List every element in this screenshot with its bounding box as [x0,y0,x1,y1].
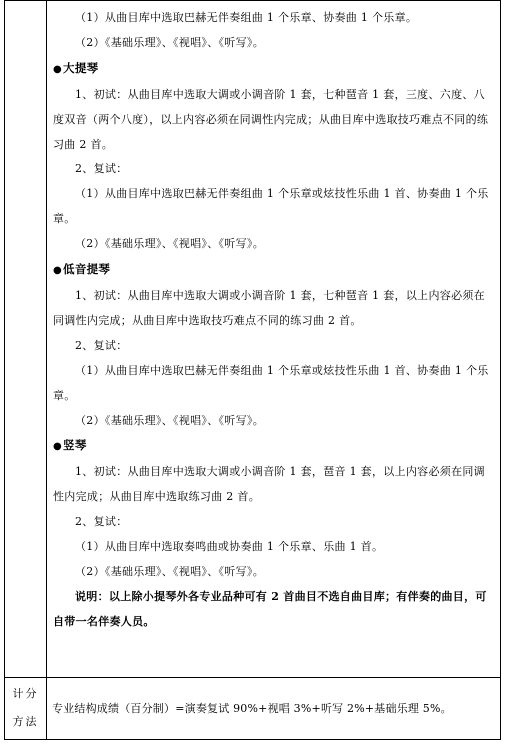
section-heading-double-bass: ●低音提琴 [53,262,111,277]
harp-initial-exam: 1、初试：从曲目库中选取大调或小调音阶 1 套，琶音 1 套，以上内容必须在同调性内完成；从曲目库中选取练习曲 2 首。 [53,465,485,504]
violin-reexam-item-1: （1）从曲目库中选取巴赫无伴奏组曲 1 个乐章、协奏曲 1 个乐章。 [75,11,418,24]
bass-initial-exam: 1、初试：从曲目库中选取大调或小调音阶 1 套，七种琶音 1 套，以上内容必须在同调性内完成；从曲目库中选取技巧难点不同的练习曲 2 首。 [53,288,485,327]
scoring-label-line-1: 计分 [12,687,39,701]
scoring-label-cell [5,677,47,739]
section-heading-harp: ●竖琴 [53,438,87,453]
explanatory-note: 说明：以上除小提琴外各专业品种可有 2 首曲目不选自曲目库；有伴奏的曲目，可自带一名伴奏人员。 [53,589,487,628]
bass-reexam-item-2: （2）《基础乐理》、《视唱》、《听写》。 [75,413,264,427]
bass-reexam-item-1: （1）从曲目库中选取巴赫无伴奏组曲 1 个乐章或炫技性乐曲 1 首、协奏曲 1 个乐章。 [53,363,489,402]
bullet-icon: ● [53,265,63,277]
harp-reexam-title: 2、复试： [75,515,128,529]
content-row [5,1,501,678]
content-cell [47,1,501,678]
section-heading-cello: ●大提琴 [53,60,99,75]
cello-reexam-item-1: （1）从曲目库中选取巴赫无伴奏组曲 1 个乐章或炫技性乐曲 1 首、协奏曲 1 个乐章。 [53,187,489,226]
harp-reexam-item-1: （1）从曲目库中选取奏鸣曲或协奏曲 1 个乐章、乐曲 1 首。 [75,540,384,554]
cello-reexam-title: 2、复试： [75,162,128,176]
bass-reexam-title: 2、复试： [75,338,128,352]
requirements-table [4,0,501,740]
bullet-icon: ● [53,63,63,75]
scoring-row [5,677,501,739]
harp-reexam-item-2: （2）《基础乐理》、《视唱》、《听写》。 [75,564,264,578]
scoring-formula-cell [47,677,501,739]
scoring-formula: 专业结构成绩（百分制）=演奏复试 90%+视唱 3%+听写 2%+基础乐理 5%。 [52,702,452,716]
cello-initial-exam: 1、初试：从曲目库中选取大调或小调音阶 1 套，七种琶音 1 套，三度、六度、八度双音（两个八度），以上内容必须在同调性内完成；从曲目库中选取技巧难点不同的练习曲 2 首。 [53,87,489,151]
cello-reexam-item-2: （2）《基础乐理》、《视唱》、《听写》。 [75,237,264,251]
violin-reexam-item-2: （2）《基础乐理》、《视唱》、《听写》。 [75,35,264,49]
content-label-cell [5,1,47,678]
scoring-label-line-2: 方法 [12,715,39,729]
bullet-icon: ● [53,441,63,453]
